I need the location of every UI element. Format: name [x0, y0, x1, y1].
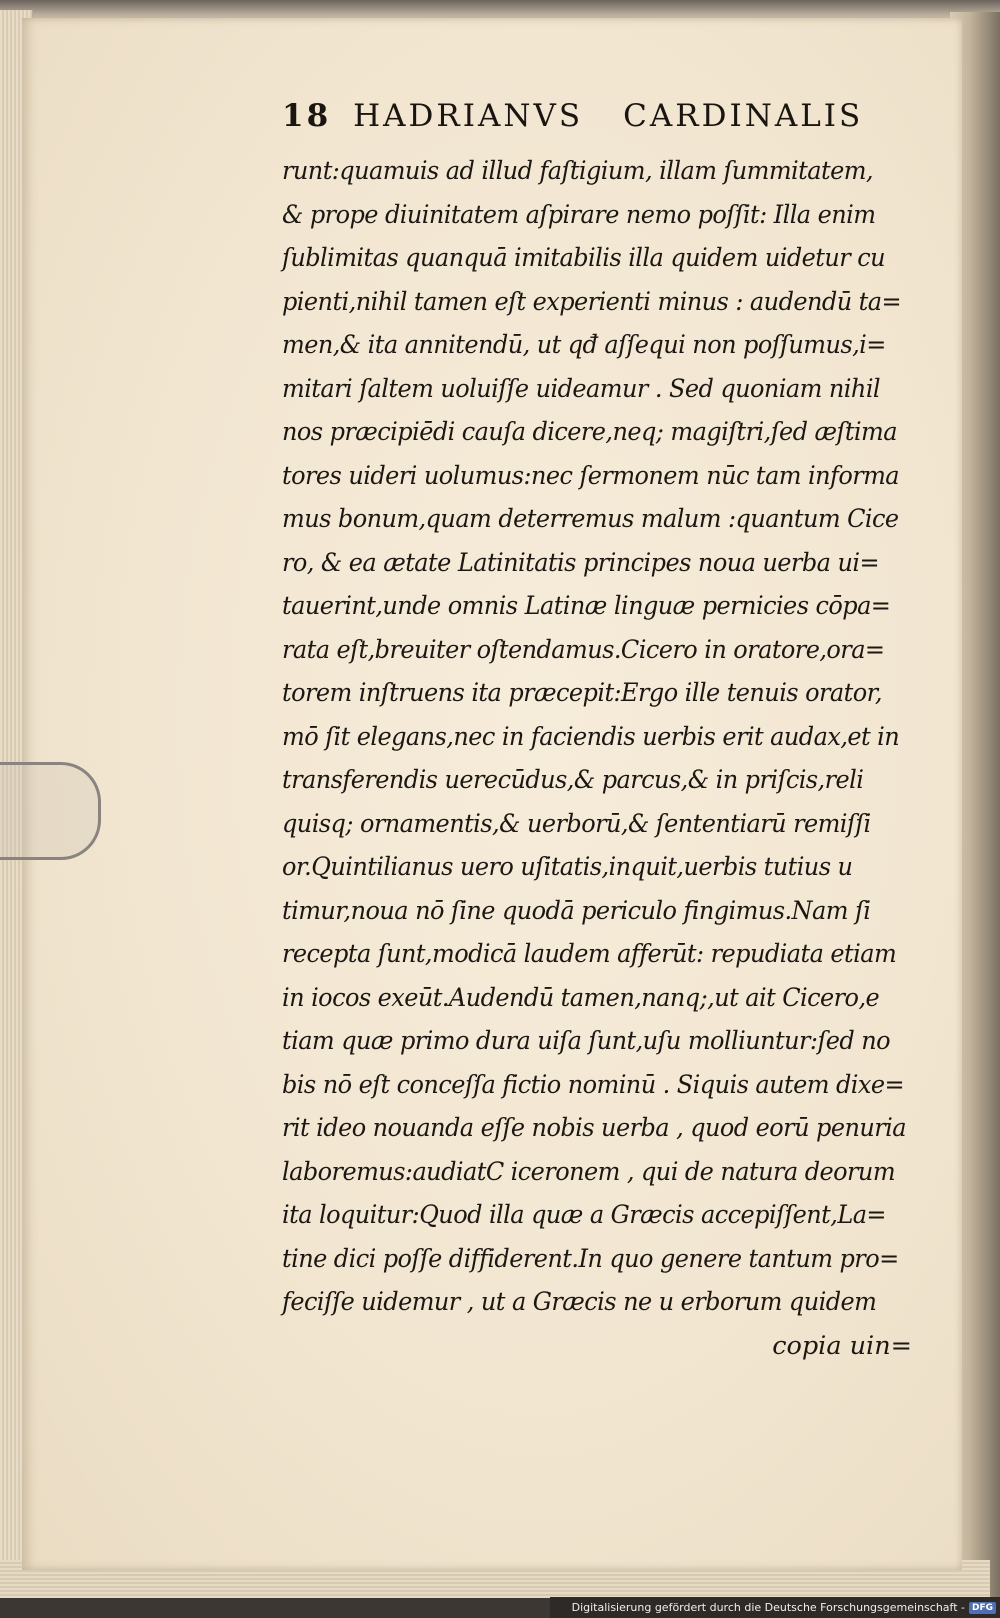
dfg-logo: DFG: [969, 1602, 996, 1614]
digitization-footer: [550, 1597, 1000, 1618]
footer-credit-text: Digitalisierung gefördert durch die Deutsche Forschungsgemeinschaft -: [571, 1601, 965, 1614]
body-text: [282, 150, 962, 1325]
text-line: pienti,nihil tamen eſt experienti minus : audendū ta=: [282, 286, 902, 317]
text-line: rata eſt,breuiter oſtendamus.Cicero in oratore,ora=: [282, 634, 885, 665]
text-line: tiam quæ primo dura uiſa ſunt,uſu molliuntur:ſed no: [282, 1026, 891, 1056]
text-line: mō ſit elegans,nec in faciendis uerbis erit audax,et in: [282, 721, 900, 752]
text-line: laboremus:audiatC iceronem , qui de natura deorum: [282, 1156, 896, 1187]
page-number: 18: [282, 98, 332, 134]
text-line: or.Quintilianus uero uſitatis,inquit,uerbis tutius u: [282, 852, 853, 882]
page-text-block: [282, 98, 962, 1368]
text-line: tores uideri uolumus:nec ſermonem nūc tam informa: [282, 460, 900, 491]
catchword: copia uin=: [772, 1330, 912, 1361]
text-line: & prope diuinitatem aſpirare nemo poſſit: Illa enim: [282, 199, 876, 230]
text-line: bis nō eſt conceſſa fictio nominū . Siquis autem dixe=: [282, 1069, 905, 1100]
bookmark-tab: [0, 762, 101, 860]
text-line: torem inſtruens ita præcepit:Ergo ille tenuis orator,: [282, 678, 882, 708]
text-line: timur,noua nō ſine quodā periculo fingimus.Nam ſi: [282, 895, 871, 926]
text-line: mitari ſaltem uoluiſſe uideamur . Sed quoniam nihil: [282, 373, 881, 404]
text-line: nos præcipiēdi cauſa dicere,neq; magiſtri,ſed æſtima: [282, 417, 897, 447]
text-line: ſublimitas quanquā imitabilis illa quidem uidetur cu: [282, 243, 885, 273]
text-line: tauerint,unde omnis Latinæ linguæ pernicies cōpa=: [282, 591, 891, 621]
text-line: in iocos exeūt.Audendū tamen,nanq;,ut ait Cicero,e: [282, 982, 880, 1013]
text-line: quisq; ornamentis,& uerborū,& ſententiarū remiſſi: [282, 808, 871, 839]
text-line: feciſſe uidemur , ut a Græcis ne u erborum quidem: [282, 1287, 877, 1317]
running-head-word-2: CARDINALIS: [623, 98, 864, 134]
text-line: tine dici poſſe diffiderent.In quo genere tantum pro=: [282, 1243, 899, 1274]
running-head: [282, 98, 962, 150]
text-line: mus bonum,quam deterremus malum :quantum Cice: [282, 504, 899, 534]
text-line: men,& ita annitendū, ut qđ aſſequi non poſſumus,i=: [282, 330, 886, 360]
text-line: rit ideo nouanda eſſe nobis uerba , quod eorū penuria: [282, 1113, 907, 1143]
text-line: recepta ſunt,modicā laudem afferūt: repudiata etiam: [282, 939, 897, 969]
text-line: runt:quamuis ad illud faſtigium, illam ſummitatem,: [282, 156, 873, 186]
text-line: transferendis uerecūdus,& parcus,& in priſcis,reli: [282, 765, 864, 795]
running-head-word-1: HADRIANVS: [353, 98, 584, 134]
text-line: ita loquitur:Quod illa quæ a Græcis accepiſſent,La=: [282, 1200, 886, 1230]
text-line: ro, & ea ætate Latinitatis principes noua uerba ui=: [282, 547, 879, 578]
